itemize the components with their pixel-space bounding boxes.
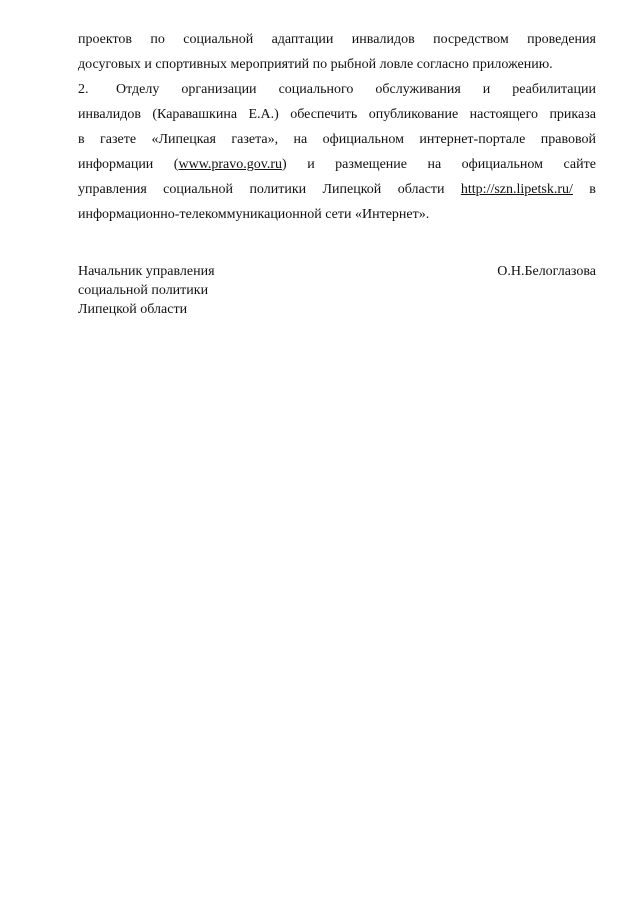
word: управления — [78, 182, 147, 197]
word: реабилитации — [512, 82, 596, 97]
word: инвалидов — [351, 32, 415, 47]
item-2-line-1 — [78, 77, 596, 102]
signer-position-line-3: Липецкой области — [78, 302, 188, 317]
word: инвалидов — [78, 107, 141, 122]
szn-lipetsk-link[interactable]: http://szn.lipetsk.ru/ — [460, 182, 573, 197]
word: на — [427, 157, 442, 172]
word: информации — [78, 157, 154, 172]
word: опубликование — [368, 107, 459, 122]
word: обеспечить — [290, 107, 358, 122]
word: политики — [249, 182, 307, 197]
word: Отделу — [116, 82, 160, 97]
word: и — [482, 82, 491, 97]
word: приказа — [549, 107, 596, 122]
item-number — [78, 77, 159, 102]
signer-position-line-1: Начальник управления — [78, 264, 215, 279]
word: социального — [278, 82, 354, 97]
word: адаптации — [271, 32, 334, 47]
text-line-1 — [78, 27, 596, 52]
word: социальной — [183, 32, 254, 47]
word: в — [589, 182, 596, 197]
word: в — [78, 132, 85, 147]
word: Липецкой — [322, 182, 382, 197]
signer-name: О.Н.Белоглазова — [497, 264, 596, 279]
word: размещение — [335, 157, 407, 172]
word: газета», — [231, 132, 279, 147]
word: (Каравашкина — [152, 107, 238, 122]
item-2-line-5 — [78, 177, 596, 202]
item-number-label: 2. — [78, 82, 89, 97]
word: сайте — [563, 157, 596, 172]
pravo-gov-link[interactable]: www.pravo.gov.ru — [178, 157, 283, 172]
word: официальном — [461, 157, 544, 172]
signature-row — [78, 262, 596, 281]
word: и — [307, 157, 315, 172]
word: газете — [100, 132, 137, 147]
word: посредством — [433, 32, 509, 47]
link-group — [174, 152, 287, 177]
item-2-line-4 — [78, 152, 596, 177]
word: правовой — [540, 132, 596, 147]
paren-close: ) — [282, 157, 287, 172]
signature-block — [78, 262, 596, 319]
word: области — [397, 182, 445, 197]
item-2-line-6 — [78, 202, 596, 227]
signer-position-line-2: социальной политики — [78, 283, 209, 298]
word: организации — [181, 82, 257, 97]
word: социальной — [163, 182, 234, 197]
document-body — [78, 27, 596, 227]
word: проведения — [527, 32, 596, 47]
word: Е.А.) — [248, 107, 279, 122]
word: на — [293, 132, 308, 147]
text-line-2 — [78, 52, 596, 77]
paragraph-end-text: досуговых и спортивных мероприятий по рыбной ловле согласно приложению. — [78, 57, 553, 72]
paragraph-end-text: информационно-телекоммуникационной сети «Интернет». — [78, 207, 430, 222]
paren-open: ( — [173, 157, 179, 172]
word: интернет-портале — [419, 132, 526, 147]
word: проектов — [78, 32, 133, 47]
word: настоящего — [469, 107, 539, 122]
item-2-line-2 — [78, 102, 596, 127]
word: «Липецкая — [151, 132, 216, 147]
word: обслуживания — [375, 82, 461, 97]
word: официальном — [322, 132, 404, 147]
word: по — [150, 32, 165, 47]
item-2-line-3 — [78, 127, 596, 152]
